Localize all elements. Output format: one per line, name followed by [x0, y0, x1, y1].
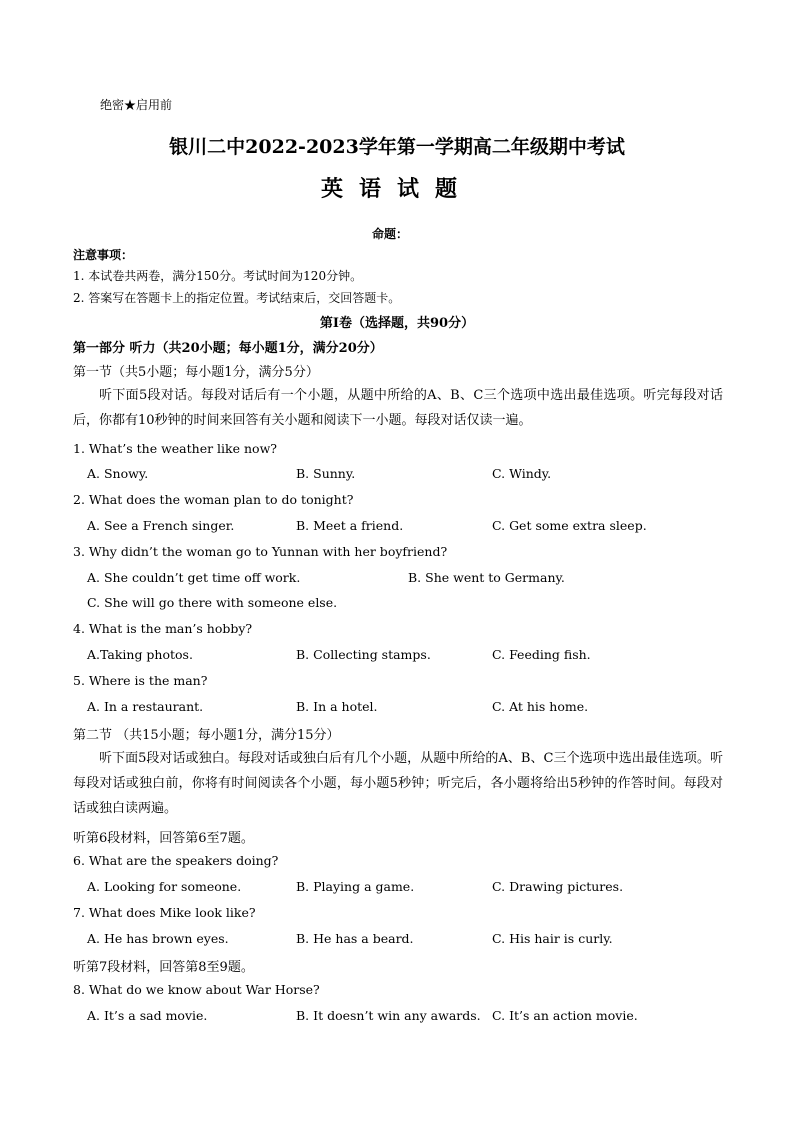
notes-item-2: 2. 答案写在答题卡上的指定位置。考试结束后，交回答题卡。 [73, 291, 401, 305]
q4-option-a: A.Taking photos. [87, 647, 193, 662]
q2-option-c: C. Get some extra sleep. [492, 518, 647, 533]
material-6-note: 听第6段材料，回答第6至7题。 [73, 831, 254, 846]
q3-option-b: B. She went to Germany. [408, 570, 565, 585]
q1-option-a: A. Snowy. [87, 466, 149, 481]
question-6: 6. What are the speakers doing? [73, 853, 279, 868]
q4-option-b: B. Collecting stamps. [296, 647, 431, 662]
q7-option-b: B. He has a beard. [296, 931, 414, 946]
q1-option-b: B. Sunny. [296, 466, 356, 481]
section2-instructions: 听下面5段对话或独白。每段对话或独白后有几个小题，从题中所给的A、B、C三个选项中选出最佳选项。听每段对话或独白前，你将有时间阅读各个小题，每小题5秒钟；听完后，各小题将给出5秒钟的作答时间。每段对话或独白读两遍。 [73, 751, 723, 816]
question-2: 2. What does the woman plan to do tonight? [73, 492, 354, 507]
notes-heading: 注意事项： [73, 248, 134, 262]
q2-option-a: A. See a French singer. [87, 518, 235, 533]
material-7-note: 听第7段材料，回答第8至9题。 [73, 960, 254, 975]
section1-instructions: 听下面5段对话。每段对话后有一个小题，从题中所给的A、B、C三个选项中选出最佳选项。听完每段对话后，你都有10秒钟的时间来回答有关小题和阅读下一小题。每段对话仅读一遍。 [73, 388, 723, 428]
volume-title: 第Ⅰ卷（选择题，共90分） [319, 316, 475, 331]
question-5: 5. Where is the man? [73, 673, 208, 688]
q6-option-b: B. Playing a game. [296, 879, 415, 894]
part1-title: 第一部分 听力（共20小题；每小题1分，满分20分） [73, 341, 383, 356]
q5-option-a: A. In a restaurant. [87, 699, 204, 714]
q3-option-a: A. She couldn’t get time off work. [87, 570, 301, 585]
notes-item-1: 1. 本试卷共两卷，满分150分。考试时间为120分钟。 [73, 269, 363, 283]
question-3: 3. Why didn’t the woman go to Yunnan with her boyfriend? [73, 544, 448, 559]
section2-title: 第二节 （共15小题；每小题1分，满分15分） [73, 728, 340, 743]
q6-option-c: C. Drawing pictures. [492, 879, 624, 894]
subject-title: 英语试题 [320, 176, 473, 202]
q3-option-c: C. She will go there with someone else. [87, 595, 338, 610]
q8-option-a: A. It’s a sad movie. [87, 1008, 208, 1023]
q1-option-c: C. Windy. [492, 466, 552, 481]
section1-title: 第一节（共5小题；每小题1分，满分5分） [73, 365, 319, 380]
question-7: 7. What does Mike look like? [73, 905, 256, 920]
q5-option-b: B. In a hotel. [296, 699, 378, 714]
q5-option-c: C. At his home. [492, 699, 589, 714]
exam-title: 银川二中2022-2023学年第一学期高二年级期中考试 [169, 136, 625, 158]
q8-option-c: C. It’s an action movie. [492, 1008, 638, 1023]
q7-option-a: A. He has brown eyes. [87, 931, 229, 946]
q4-option-c: C. Feeding fish. [492, 647, 591, 662]
q2-option-b: B. Meet a friend. [296, 518, 404, 533]
question-1: 1. What’s the weather like now? [73, 441, 277, 456]
proposer-label: 命题： [372, 227, 409, 241]
q6-option-a: A. Looking for someone. [87, 879, 242, 894]
question-4: 4. What is the man’s hobby? [73, 621, 253, 636]
secret-mark: 绝密★启用前 [100, 98, 173, 112]
q8-option-b: B. It doesn’t win any awards. [296, 1008, 481, 1023]
question-8: 8. What do we know about War Horse? [73, 982, 320, 997]
q7-option-c: C. His hair is curly. [492, 931, 613, 946]
